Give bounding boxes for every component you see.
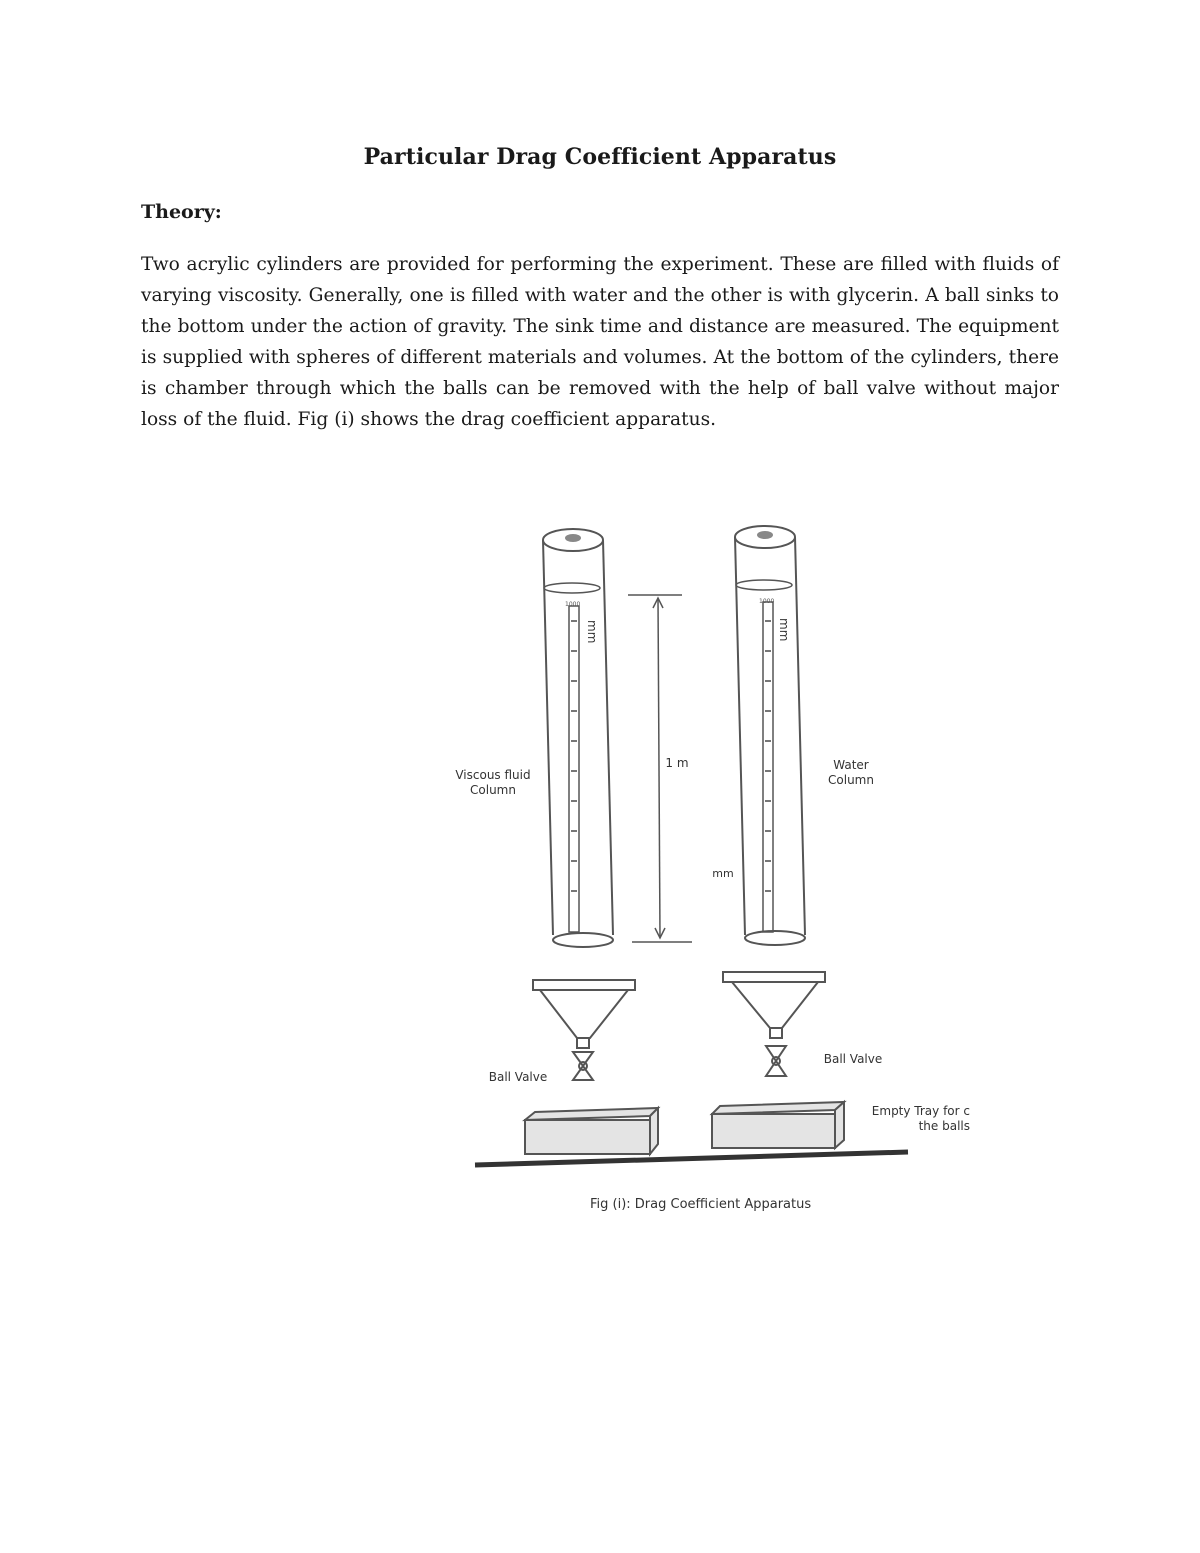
right-column-label: Water Column [828,758,874,787]
left-valve-neck [577,1038,589,1048]
right-cylinder [735,526,805,945]
left-funnel [540,990,628,1038]
right-tray [712,1102,844,1148]
left-cylinder [543,529,613,947]
figure-caption: Fig (i): Drag Coefficient Apparatus [590,1197,812,1212]
length-label: 1 m [665,756,689,770]
theory-paragraph: Two acrylic cylinders are provided for performing the experiment. These are filled with fluids of varying viscosity. Generally, one is filled with water and the other is with glycerin. A ball sinks to the bottom under the action of gravity. The sink time and distance are measured. The equipment is supplied with spheres of different materials and volumes. At the bottom of the cylinders, there is chamber through which the balls can be removed with the help of ball valve without major loss of the fluid. Fig (i) shows the drag coefficient apparatus. [141,254,1059,430]
left-scale-top: 1000 [565,601,581,608]
right-valve [766,1046,786,1076]
tray-label: Empty Tray for c the balls [871,1104,970,1133]
apparatus-figure [420,480,980,1250]
left-valve [573,1052,593,1080]
left-tray [525,1108,658,1154]
left-scale-unit: mm [585,620,599,644]
right-scale-top: 1000 [759,598,775,605]
mm-label: mm [712,867,734,880]
right-valve-label: Ball Valve [823,1052,883,1066]
section-heading: Theory: [141,201,222,223]
apparatus-drawing [420,480,980,1250]
page-title: Particular Drag Coefficient Apparatus [363,144,837,170]
left-column-label: Viscous fluid Column [455,768,531,797]
left-plate [533,980,635,990]
left-valve-label: Ball Valve [488,1070,548,1084]
right-plate [723,972,825,982]
right-valve-neck [770,1028,782,1038]
right-scale-unit: mm [777,618,791,642]
right-funnel [732,982,818,1028]
